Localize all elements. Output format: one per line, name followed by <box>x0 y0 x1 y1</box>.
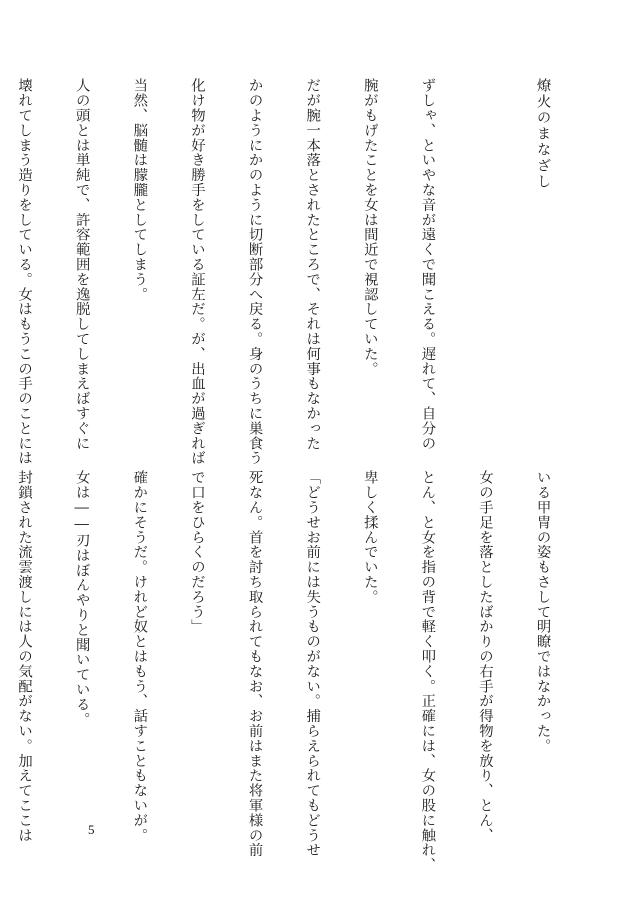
text-column: 当然、脳髄は朦朧としてしまう。 <box>131 78 148 302</box>
page-number: 5 <box>88 822 95 837</box>
text-column: 人の頭とは単純で、許容範囲を逸脱してしまえばすぐに <box>73 78 90 451</box>
chapter-title: 燎火のまなざし <box>534 78 551 190</box>
text-column: で口をひらくのだろう」 <box>188 470 205 634</box>
text-column: ずしゃ、といやな音が遠くで聞こえる。遅れて、自分の <box>419 78 436 451</box>
text-column: 死なん。首を討ち取られてもなお、お前はまた将軍様の前 <box>246 470 263 858</box>
text-column: とん、と女を指の背で軽く叩く。正確には、女の股に触れ、 <box>419 470 436 873</box>
text-column: だが腕一本落とされたところで、それは何事もなかった <box>304 78 321 451</box>
upper-text-block <box>0 78 590 466</box>
text-column: 封鎖された流雲渡しには人の気配がない。加えてここは <box>16 470 33 843</box>
text-column: 壊れてしまう造りをしている。女はもうこの手のことには <box>16 78 33 466</box>
text-column: 腕がもげたことを女は間近で視認していた。 <box>361 78 378 376</box>
text-column: 「どうせお前には失うものがない。捕らえられてもどうせ <box>304 470 321 858</box>
text-column: 化け物が好き勝手をしている証左だ。が、出血が過ぎれば <box>188 78 205 466</box>
text-column: 卑しく揉んでいた。 <box>361 470 378 605</box>
text-column: 女は――刃はぼんやりと聞いている。 <box>73 470 90 727</box>
text-column: かのようにかのように切断部分へ戻る。身のうちに巣食う <box>246 78 263 466</box>
text-column: いる甲冑の姿もさして明瞭ではなかった。 <box>534 470 551 754</box>
text-column: 確かにそうだ。けれど奴とはもう、話すこともないが。 <box>131 470 148 843</box>
text-column: 女の手足を落としたばかりの右手が得物を放り、とん、 <box>476 470 493 843</box>
title-spacer <box>475 78 494 438</box>
lower-text-block <box>0 470 590 873</box>
